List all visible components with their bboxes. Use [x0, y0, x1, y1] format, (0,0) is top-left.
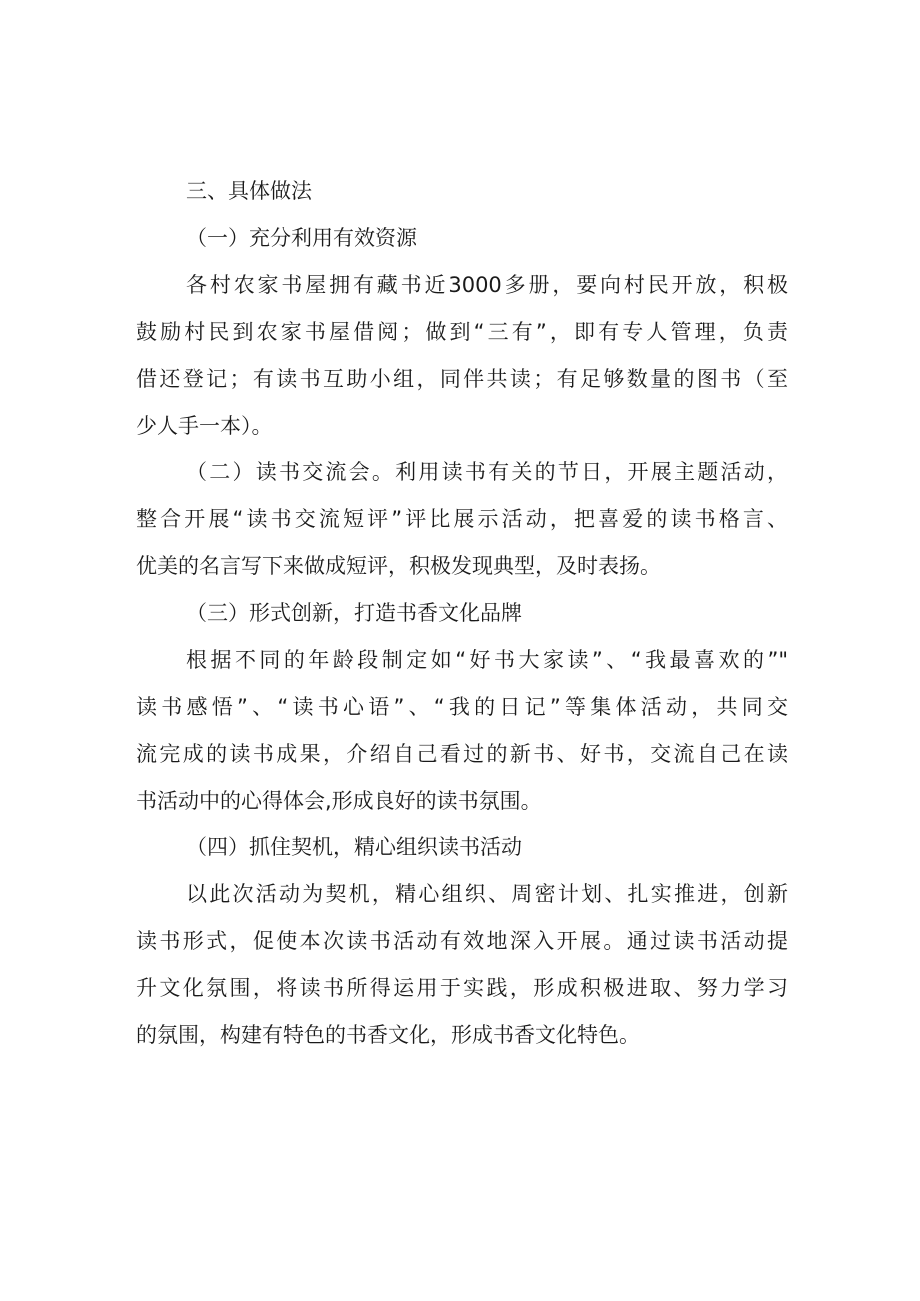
paragraph-line: 以此次活动为契机，精心组织、周密计划、扎实推进，创新: [186, 882, 788, 906]
subsection-title-1: （一）充分利用有效资源: [186, 226, 417, 250]
paragraph-line: 书活动中的心得体会,形成良好的读书氛围。: [136, 789, 542, 813]
subsection-title-2: （二）读书交流会。利用读书有关的节日，开展主题活动，: [186, 460, 788, 484]
subsection-title-4: （四）抓住契机，精心组织读书活动: [186, 835, 522, 859]
paragraph-line: 借还登记；有读书互助小组，同伴共读；有足够数量的图书（至: [136, 367, 788, 391]
paragraph-line: 读书形式，促使本次读书活动有效地深入开展。通过读书活动提: [136, 929, 788, 953]
section-heading: 三、具体做法: [186, 179, 312, 203]
paragraph-line: 各村农家书屋拥有藏书近3000多册，要向村民开放，积极: [186, 273, 788, 297]
paragraph-line: 读书感悟”、“读书心语”、“我的日记”等集体活动，共同交: [136, 695, 788, 719]
paragraph-line: 鼓励村民到农家书屋借阅；做到“三有”，即有专人管理，负责: [136, 320, 788, 344]
paragraph-line: 整合开展“读书交流短评”评比展示活动，把喜爱的读书格言、: [136, 507, 788, 531]
subsection-title-3: （三）形式创新，打造书香文化品牌: [186, 601, 522, 625]
paragraph-line: 优美的名言写下来做成短评，积极发现典型，及时表扬。: [136, 554, 661, 578]
paragraph-line: 流完成的读书成果，介绍自己看过的新书、好书，交流自己在读: [136, 742, 788, 766]
paragraph-line: 根据不同的年龄段制定如“好书大家读”、“我最喜欢的”": [186, 648, 788, 672]
paragraph-line: 少人手一本）。: [136, 414, 273, 438]
paragraph-line: 的氛围，构建有特色的书香文化，形成书香文化特色。: [136, 1023, 640, 1047]
paragraph-line: 升文化氛围，将读书所得运用于实践，形成积极进取、努力学习: [136, 976, 788, 1000]
